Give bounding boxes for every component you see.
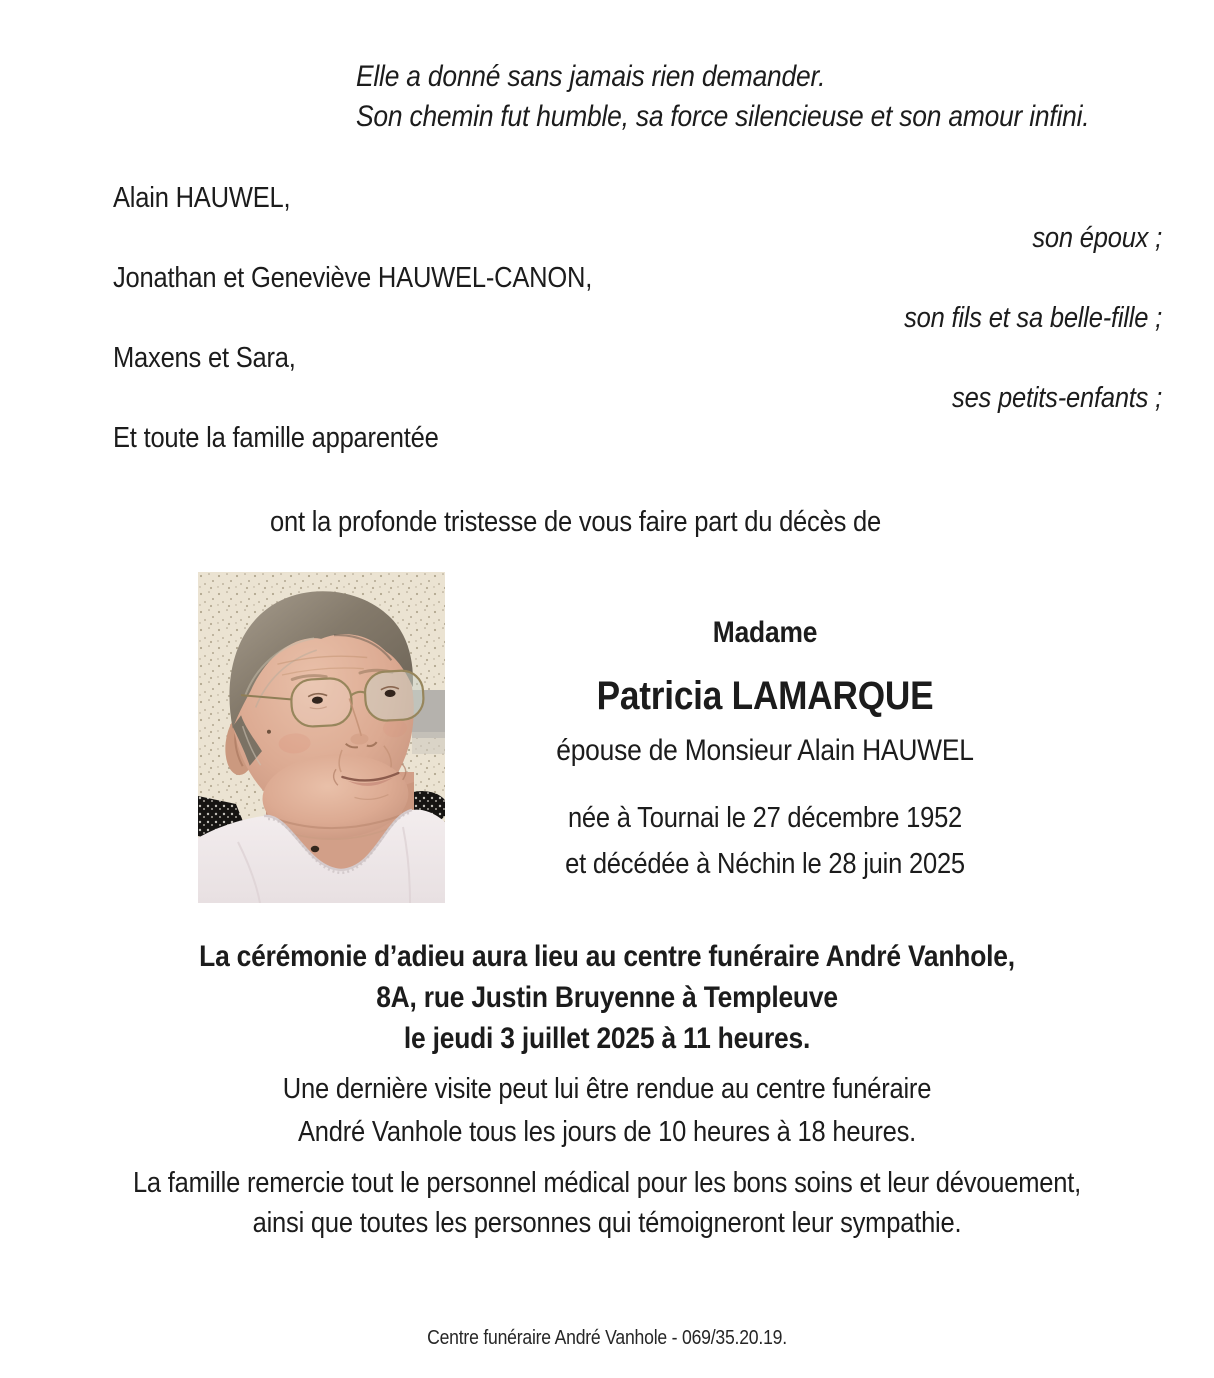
visit-line-2: André Vanhole tous les jours de 10 heures à 18 heures. xyxy=(297,1116,917,1148)
family-list xyxy=(113,178,1162,458)
portrait-illustration xyxy=(198,572,445,903)
ceremony-block xyxy=(73,936,1141,1059)
quote-line-1: Elle a donné sans jamais rien demander. xyxy=(356,60,826,93)
deceased-title: Madame xyxy=(712,616,818,649)
deceased-name: Patricia LAMARQUE xyxy=(596,674,934,718)
ceremony-line-3: le jeudi 3 juillet 2025 à 11 heures. xyxy=(403,1022,811,1055)
family-relation-2: son fils et sa belle-fille ; xyxy=(904,302,1162,334)
quote-line-2: Son chemin fut humble, sa force silencieuse et son amour infini. xyxy=(356,100,1090,133)
announcement-line: ont la profonde tristesse de vous faire part du décès de xyxy=(270,506,881,538)
thanks-block xyxy=(73,1163,1141,1243)
family-names-2: Jonathan et Geneviève HAUWEL-CANON, xyxy=(113,262,593,294)
visit-block xyxy=(73,1068,1141,1154)
thanks-line-1: La famille remercie tout le personnel médical pour les bons soins et leur dévouement, xyxy=(132,1167,1082,1199)
deceased-spouse-line: épouse de Monsieur Alain HAUWEL xyxy=(556,734,974,767)
ceremony-line-2: 8A, rue Justin Bruyenne à Templeuve xyxy=(376,981,838,1014)
footer-line: Centre funéraire André Vanhole - 069/35.20.19. xyxy=(427,1327,787,1349)
family-names-1: Alain HAUWEL, xyxy=(113,182,291,214)
family-names-4: Et toute la famille apparentée xyxy=(113,422,439,454)
visit-line-1: Une dernière visite peut lui être rendue au centre funéraire xyxy=(282,1073,932,1105)
deceased-block xyxy=(461,616,1068,881)
family-relation-1: son époux ; xyxy=(1032,222,1162,254)
thanks-line-2: ainsi que toutes les personnes qui témoigneront leur sympathie. xyxy=(252,1207,962,1239)
deceased-death-line: et décédée à Néchin le 28 juin 2025 xyxy=(565,848,965,880)
deceased-birth-line: née à Tournai le 27 décembre 1952 xyxy=(567,802,963,834)
family-names-3: Maxens et Sara, xyxy=(113,342,296,374)
quote-block xyxy=(356,57,1089,137)
portrait-photo xyxy=(198,572,445,903)
ceremony-line-1: La cérémonie d’adieu aura lieu au centre funéraire André Vanhole, xyxy=(199,940,1015,973)
photo-neck-mole xyxy=(311,846,319,852)
family-relation-3: ses petits-enfants ; xyxy=(952,382,1162,414)
